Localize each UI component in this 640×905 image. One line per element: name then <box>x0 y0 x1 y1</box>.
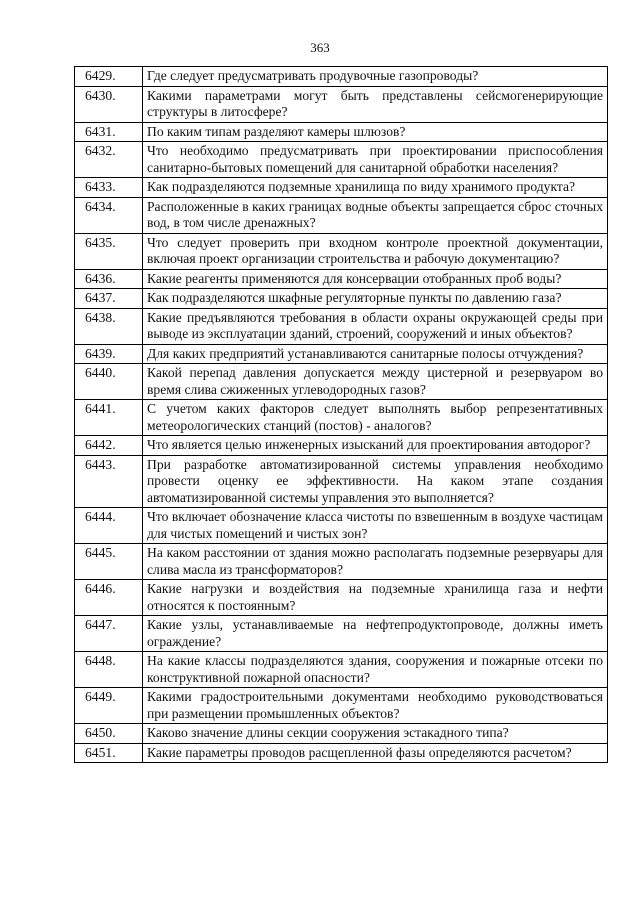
question-text: Какими градостроительными документами необходимо руководствоваться при размещении промышленных объектов? <box>143 688 608 724</box>
question-number: 6438. <box>75 308 143 344</box>
question-number: 6431. <box>75 122 143 142</box>
table-row <box>75 308 608 344</box>
question-text: Что следует проверить при входном контроле проектной документации, включая проект организации строительства и рабочую документацию? <box>143 233 608 269</box>
table-row <box>75 580 608 616</box>
question-number: 6442. <box>75 436 143 456</box>
question-number: 6439. <box>75 344 143 364</box>
question-number: 6434. <box>75 197 143 233</box>
question-text: С учетом каких факторов следует выполнять выбор репрезентативных метеорологических станций (постов) - аналогов? <box>143 400 608 436</box>
question-text: Что необходимо предусматривать при проектировании приспособления санитарно-бытовых помещений для санитарной обработки населения? <box>143 142 608 178</box>
question-number: 6429. <box>75 67 143 87</box>
questions-table-body <box>75 67 608 763</box>
question-number: 6443. <box>75 455 143 508</box>
question-text: Что является целью инженерных изысканий для проектирования автодорог? <box>143 436 608 456</box>
table-row <box>75 652 608 688</box>
table-row <box>75 400 608 436</box>
question-text: Какие нагрузки и воздействия на подземные хранилища газа и нефти относятся к постоянным? <box>143 580 608 616</box>
table-row <box>75 67 608 87</box>
question-text: На какие классы подразделяются здания, сооружения и пожарные отсеки по конструктивной пожарной опасности? <box>143 652 608 688</box>
question-number: 6445. <box>75 544 143 580</box>
question-text: При разработке автоматизированной системы управления необходимо провести оценку ее эффективности. На каком этапе создания автоматизированной системы управления это выполняется? <box>143 455 608 508</box>
question-text: По каким типам разделяют камеры шлюзов? <box>143 122 608 142</box>
table-row <box>75 269 608 289</box>
question-number: 6448. <box>75 652 143 688</box>
table-row <box>75 724 608 744</box>
question-number: 6450. <box>75 724 143 744</box>
question-number: 6437. <box>75 289 143 309</box>
table-row <box>75 455 608 508</box>
question-number: 6436. <box>75 269 143 289</box>
question-number: 6441. <box>75 400 143 436</box>
question-number: 6451. <box>75 743 143 763</box>
question-text: Какие реагенты применяются для консервации отобранных проб воды? <box>143 269 608 289</box>
question-number: 6444. <box>75 508 143 544</box>
question-text: Где следует предусматривать продувочные газопроводы? <box>143 67 608 87</box>
page-number: 363 <box>310 40 330 55</box>
question-text: Каково значение длины секции сооружения эстакадного типа? <box>143 724 608 744</box>
question-text: Что включает обозначение класса чистоты по взвешенным в воздухе частицам для чистых помещений и чистых зон? <box>143 508 608 544</box>
question-number: 6440. <box>75 364 143 400</box>
question-number: 6433. <box>75 178 143 198</box>
question-text: Для каких предприятий устанавливаются санитарные полосы отчуждения? <box>143 344 608 364</box>
table-row <box>75 122 608 142</box>
question-text: Какие узлы, устанавливаемые на нефтепродуктопроводе, должны иметь ограждение? <box>143 616 608 652</box>
question-number: 6447. <box>75 616 143 652</box>
question-text: Какие предъявляются требования в области охраны окружающей среды при выводе из эксплуатации зданий, строений, сооружений и иных объектов? <box>143 308 608 344</box>
question-text: Какой перепад давления допускается между цистерной и резервуаром во время слива сжиженных углеводородных газов? <box>143 364 608 400</box>
question-text: Какие параметры проводов расщепленной фазы определяются расчетом? <box>143 743 608 763</box>
table-row <box>75 688 608 724</box>
question-number: 6446. <box>75 580 143 616</box>
table-row <box>75 344 608 364</box>
question-text: Расположенные в каких границах водные объекты запрещается сброс сточных вод, в том числе дренажных? <box>143 197 608 233</box>
questions-table <box>74 66 608 763</box>
question-number: 6430. <box>75 86 143 122</box>
table-row <box>75 178 608 198</box>
table-row <box>75 508 608 544</box>
question-text: Как подразделяются подземные хранилища по виду хранимого продукта? <box>143 178 608 198</box>
table-row <box>75 616 608 652</box>
table-row <box>75 142 608 178</box>
table-row <box>75 364 608 400</box>
question-number: 6435. <box>75 233 143 269</box>
table-row <box>75 233 608 269</box>
table-row <box>75 544 608 580</box>
table-row <box>75 289 608 309</box>
table-row <box>75 436 608 456</box>
question-text: Как подразделяются шкафные регуляторные пункты по давлению газа? <box>143 289 608 309</box>
question-text: Какими параметрами могут быть представлены сейсмогенерирующие структуры в литосфере? <box>143 86 608 122</box>
table-row <box>75 743 608 763</box>
table-row <box>75 86 608 122</box>
table-row <box>75 197 608 233</box>
question-number: 6449. <box>75 688 143 724</box>
question-text: На каком расстоянии от здания можно располагать подземные резервуары для слива масла из трансформаторов? <box>143 544 608 580</box>
question-number: 6432. <box>75 142 143 178</box>
